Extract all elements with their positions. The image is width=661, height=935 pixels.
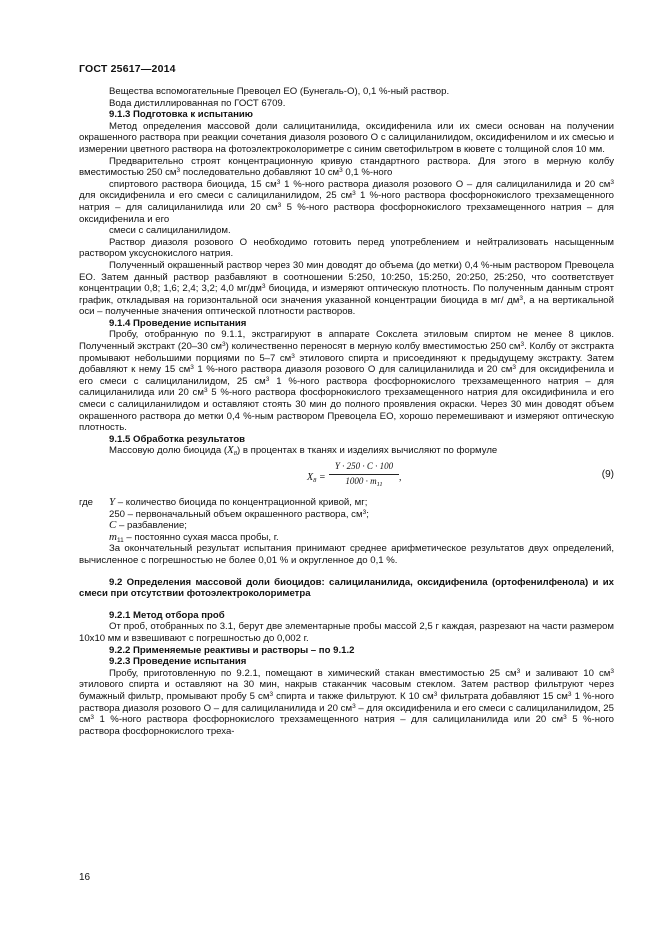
section-heading-9-2-1: 9.2.1 Метод отбора проб (109, 609, 225, 621)
document-body (79, 86, 614, 737)
paragraph: смеси с салициланилидом. (109, 225, 231, 237)
paragraph: Массовую долю биоцида $(X_8)$ в процентах в тканях и изделиях вычисляют по формуле (109, 444, 498, 458)
formula-legend (79, 497, 614, 543)
section-heading-9-1-5: 9.1.5 Обработка результатов (109, 433, 246, 445)
reagent-line: Вода дистиллированная по ГОСТ 6709. (109, 97, 286, 109)
page-number: 16 (79, 872, 91, 883)
formula-comma: , (399, 472, 402, 483)
section-heading-9-2-2: 9.2.2 Применяемые реактивы и растворы – по 9.1.2 (109, 644, 355, 656)
paragraph: спиртового раствора биоцида, 15 $см^3$ 1 %-ного раствора диазоля розового О – для салициланилида и 20 $см^3$ для оксидифенила и его смеси с салициланилидом, 25 $см^3$ 1 %-ного раствора фосфорнокислого трехзамещенного натрия – для салициланилида или 20 $см^3$ 5 %-ного раствора фосфорнокислого трехзамещенного натрия – для оксидифенила и его (79, 178, 615, 225)
document-header: ГОСТ 25617—2014 (79, 63, 176, 75)
paragraph: Полученный окрашенный раствор через 30 мин доводят до объема (до метки) 0,4 %-ным раствором Превоцела ЕО. Затем данный раствор разбавляют в соотношении 5:250, 10:250, 15:250, 20:250, 25:250, что соответствует концентрации 0,8; 1,6; 2,4; 3,2; 4,0 $мг/дм^3$ биоцида, и измеряют оптическую плотность. По полученным данным строят график, откладывая на горизонтальной оси значения указанной концентрации биоцида в мг/ $дм^3$, а на вертикальной оси – полученные значения оптической плотности растворов. (79, 259, 614, 318)
legend-item: Y – количество биоцида по концентрационной кривой, мг; (109, 496, 368, 508)
reagent-line: Вещества вспомогательные Превоцел ЕО (Бунегаль-О), 0,1 %-ный раствор. (109, 86, 450, 97)
formula-fraction (329, 461, 399, 487)
paragraph: Предварительно строят концентрационную кривую стандартного раствора. Для этого в мерную колбу вместимостью 250 $см^3$ последовательно добавляют 10 $см^3$ 0,1 %-ного (79, 155, 614, 179)
paragraph: Пробу, отобранную по 9.1.1, экстрагируют в аппарате Сокслета этиловым спиртом не менее 8 циклов. Полученный экстракт (20–30 $см^3$) количественно переносят в мерную колбу вместимостью 250 $см^3$. Колбу от экстракта промывают небольшими порциями по 5–7 $см^3$ этилового спирта и присоединяют к предыдущему экстракту. Затем добавляют к нему 15 $см^3$ 1 %-ного раствора диазоля розового О для салициланилида и 20 $см^3$ для оксидифенила и его смеси с салициланилидом, 25 $см^3$ 1 %-ного раствора фосфорнокислого трехзамещенного натрия – для салициланилида или 20 $см^3$ 5 %-ного раствора фосфорнокислого трехзамещенного натрия для оксидифинила и его смеси с салициланилидом и оставляют стоять 30 мин до полного проявления окраски. Через 30 мин доводят объем окрашенного раствора до метки 0,4 %-ным раствором Превоцела ЕО, хорошо перемешивают и измеряют оптическую плотность. (79, 329, 615, 434)
formula-number: (9) (601, 469, 614, 480)
section-heading-9-2-3: 9.2.3 Проведение испытания (109, 656, 247, 668)
formula-symbol-x8: $X_8$ (227, 444, 238, 458)
paragraph: За окончательный результат испытания принимают среднее арифметическое результатов двух определений, вычисленное с погрешностью не более 0,01 % и округленное до 0,1 %. (79, 543, 614, 566)
paragraph: От проб, отобранных по 3.1, берут две элементарные пробы массой 2,5 г каждая, разрезают на части размером 10х10 мм и взвешивают с погрешностью до 0,002 г. (79, 621, 614, 644)
formula-lhs: $X_8$ = (307, 472, 326, 484)
where-label: где (79, 497, 94, 508)
section-heading-9-2: 9.2 Определения массовой доли биоцидов: салициланилида, оксидифенила (ортофенилфенола) и их смеси при отсутствии фотоэлектроколориметра (79, 576, 614, 600)
legend-item: C – разбавление; (109, 519, 187, 532)
paragraph: Пробу, приготовленную по 9.2.1, помещают в химический стакан вместимостью 25 $см^3$ и заливают 10 $см^3$ этилового спирта и оставляют на 30 мин, накрыв стаканчик часовым стеклом. Затем раствор фильтруют через бумажный фильтр, промывают пробу 5 $см^3$ спирта и также фильтруют. К 10 $см^3$ фильтрата добавляют 15 $см^3$ 1 %-ного раствора диазоля розового О – для салициланилида и 20 $см^3$ – для оксидифенила и его смеси с салициланилидом, 25 $см^3$ 1 %-ного раствора фосфорнокислого трехзамещенного натрия – для салициланилида или 20 $см^3$ 5 %-ного раствора фосфорнокислого треха- (79, 667, 615, 737)
paragraph: Раствор диазоля розового О необходимо готовить перед употреблением и нейтрализовать насыщенным раствором уксуснокислого натрия. (79, 236, 614, 260)
formula-9 (79, 461, 614, 495)
paragraph: Метод определения массовой доли салицитанилида, оксидифенила или их смеси основан на получении окрашенного раствора при реакции сочетания диазоля розового О с салициланилидом, оксидифенилом и их смесью и измерении цветного раствора на фотоэлектроколориметре с синим светофильтром в кювете с толщиной слоя 10 мм. (79, 120, 614, 155)
legend-item: $m_{11}$ – постоянно сухая масса пробы, г. (109, 530, 279, 544)
section-heading-9-1-4: 9.1.4 Проведение испытания (109, 317, 247, 329)
section-heading-9-1-3: 9.1.3 Подготовка к испытанию (109, 109, 253, 121)
legend-item: 250 – первоначальный объем окрашенного раствора, $см^3$; (109, 508, 369, 520)
formula-numerator: Y · 250 · C · 100 (329, 461, 399, 475)
formula-denominator: $1000 \cdot m_{11}$ (345, 475, 383, 488)
